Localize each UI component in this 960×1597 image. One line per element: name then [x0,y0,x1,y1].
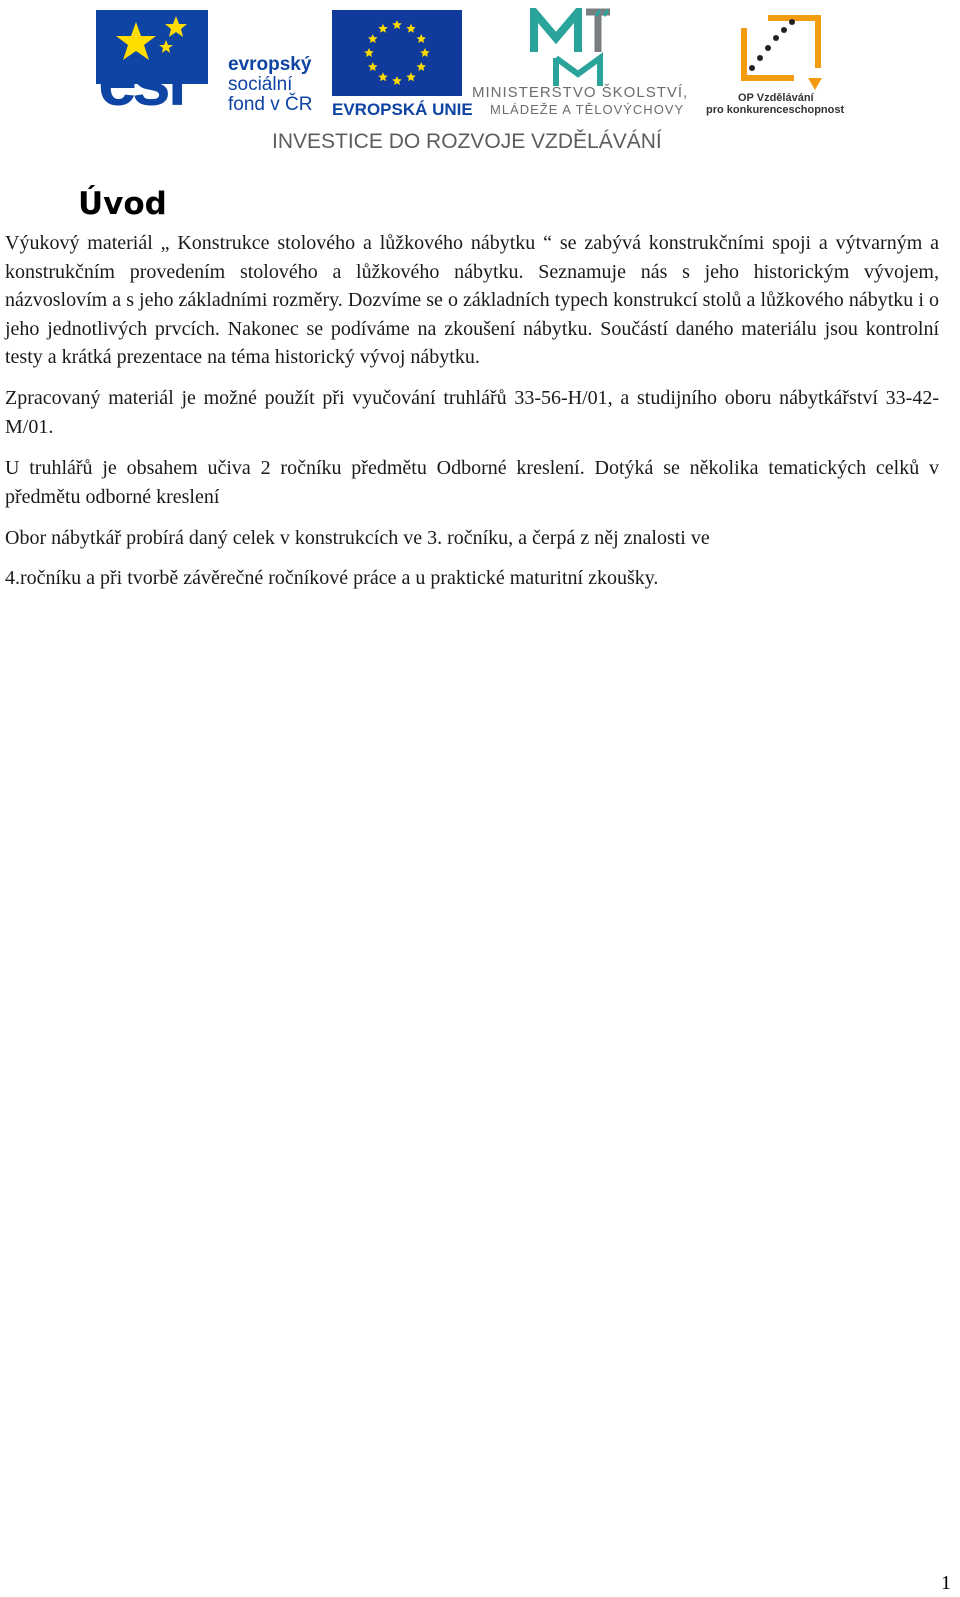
op-logo [704,8,854,120]
eu-star-icon [392,76,402,85]
eu-star-icon [406,24,416,33]
eu-star-icon [378,24,388,33]
esf-sub-line2: sociální [228,74,293,95]
esf-logo [96,10,324,120]
msmt-line2: MLÁDEŽE A TĚLOVÝCHOVY [490,102,685,117]
msmt-line1: MINISTERSTVO ŠKOLSTVÍ, [472,84,689,101]
msmt-logo [470,8,698,120]
eu-flag-icon [332,10,462,96]
op-line2: pro konkurenceschopnost [706,104,845,116]
logo-strip [96,8,856,120]
paragraph-nabytkar-2: 4.ročníku a při tvorbě závěrečné ročníkové práce a u praktické maturitní zkoušky. [5,567,659,590]
paragraph-usage: Zpracovaný materiál je možné použít při vyučování truhlářů 33-56-H/01, a studijního oboru nábytkářství 33-42-M/01. [5,387,939,439]
esf-sub-line3: fond v ČR [228,94,313,115]
op-line1: OP Vzdělávání [738,92,814,104]
eu-star-icon [406,72,416,81]
eu-star-icon [368,62,378,71]
esf-wordmark: esf [98,42,185,120]
eu-label: EVROPSKÁ UNIE [332,100,473,119]
eu-star-icon [420,48,430,57]
esf-sub-line1: evropský [228,54,312,75]
esf-subtitle [228,55,312,115]
eu-star-icon [378,72,388,81]
paragraph-nabytkar-1: Obor nábytkář probírá daný celek v konstrukcích ve 3. ročníku, a čerpá z něj znalosti ve [5,526,710,549]
tagline: INVESTICE DO ROZVOJE VZDĚLÁVÁNÍ [272,130,662,153]
paragraph-intro: Výukový materiál „ Konstrukce stolového a lůžkového nábytku “ se zabývá konstrukčními spoji a výtvarným a konstrukčním provedením stolového a lůžkového nábytku. Seznamuje nás s jeho historickým vývojem, názvoslovím a s jeho základními rozměry. Dozvíme se o základních typech konstrukcí stolů a lůžkového nábytku i o jeho jednotlivých prvcích. Nakonec se podíváme na zkoušení nábytku. Součástí daného materiálu jsou kontrolní testy a krátká prezentace na téma historický vývoj nábytku. [5,232,939,369]
eu-star-icon [416,62,426,71]
page-title: Úvod [78,186,167,222]
paragraph-truhlari: U truhlářů je obsahem učiva 2 ročníku předmětu Odborné kreslení. Dotýká se několika tematických celků v předmětu odborné kreslení [5,457,939,508]
eu-star-icon [364,48,374,57]
eu-logo [332,10,473,120]
eu-star-icon [392,20,402,29]
eu-star-icon [416,34,426,43]
page-number: 1 [941,1572,951,1594]
op-mark-icon [738,8,824,92]
document-body [5,229,939,606]
msmt-mark-icon [526,8,638,88]
eu-star-icon [368,34,378,43]
